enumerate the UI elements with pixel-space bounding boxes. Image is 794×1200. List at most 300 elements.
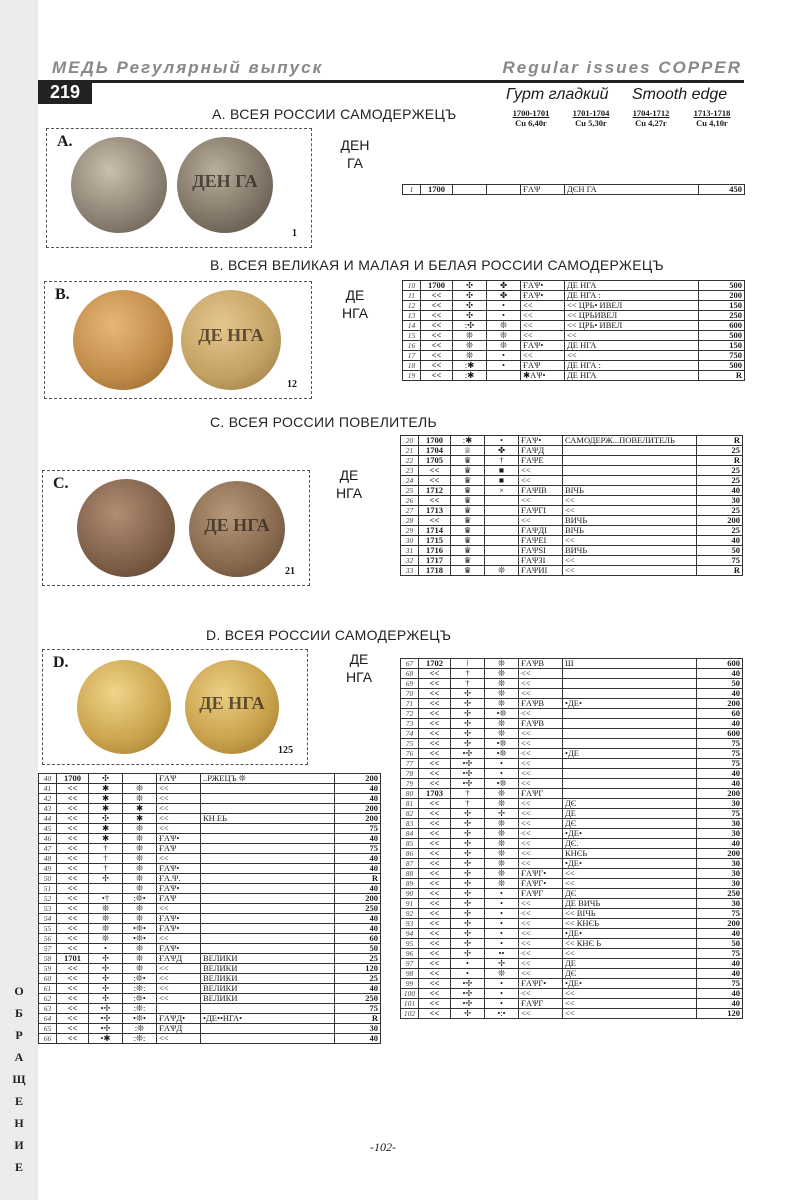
cat-year: << (419, 899, 451, 909)
cat-inscription: << ЦРЬ• ИВЕЛ (565, 301, 699, 311)
cat-inscription: •ДЕ• (563, 979, 697, 989)
cat-year: << (419, 809, 451, 819)
cat-date-legend: << (521, 351, 565, 361)
cat-reverse-mark: ✢ (485, 809, 519, 819)
cat-obverse-mark: •✢ (451, 999, 485, 1009)
cat-number: 58 (39, 954, 57, 964)
cat-date-legend: ҒАѰД• (157, 1014, 201, 1024)
cat-inscription (201, 1034, 335, 1044)
cat-date-legend: ҒАѰ (157, 894, 201, 904)
table-row (39, 854, 381, 864)
cat-reverse-mark: • (485, 909, 519, 919)
cat-inscription (563, 789, 697, 799)
cat-reverse-mark: • (487, 311, 521, 321)
cat-price: 60 (335, 934, 381, 944)
coin-box-label: C. (53, 475, 69, 492)
cat-number: 73 (401, 719, 419, 729)
cat-number: 54 (39, 914, 57, 924)
cat-reverse-mark: :❊• (123, 894, 157, 904)
cat-number: 29 (401, 526, 419, 536)
cat-inscription: ДЄ (563, 969, 697, 979)
cat-reverse-mark: ❊ (485, 839, 519, 849)
cat-number: 19 (403, 371, 421, 381)
cat-obverse-mark: ✢ (89, 984, 123, 994)
cat-reverse-mark: ❊ (123, 784, 157, 794)
cat-obverse-mark: •† (89, 894, 123, 904)
cat-number: 45 (39, 824, 57, 834)
cat-price: 30 (697, 899, 743, 909)
cat-price: 40 (697, 486, 743, 496)
cat-inscription: ДЕ ВИЧЬ (563, 899, 697, 909)
cat-price: 600 (697, 659, 743, 669)
cat-reverse-mark: ❊ (123, 794, 157, 804)
table-row (401, 949, 743, 959)
cat-price: 500 (699, 331, 745, 341)
cat-date-legend: << (157, 974, 201, 984)
cat-year: << (57, 844, 89, 854)
page-header (44, 56, 744, 80)
coin-number: 125 (278, 745, 293, 756)
cat-price: 200 (697, 849, 743, 859)
cat-price: 120 (697, 1009, 743, 1019)
cat-number: 63 (39, 1004, 57, 1014)
cat-year: << (419, 849, 451, 859)
cat-number: 98 (401, 969, 419, 979)
cat-reverse-mark: • (485, 759, 519, 769)
cat-number: 18 (403, 361, 421, 371)
cat-price: 40 (335, 984, 381, 994)
cat-number: 24 (401, 476, 419, 486)
cat-obverse-mark: ♛ (451, 516, 485, 526)
cat-price: R (697, 566, 743, 576)
table-row (39, 994, 381, 1004)
table-row (401, 679, 743, 689)
cat-obverse-mark: ✢ (451, 829, 485, 839)
cat-price: 40 (697, 536, 743, 546)
table-row (401, 769, 743, 779)
cat-obverse-mark: ✢ (451, 929, 485, 939)
cat-inscription (563, 669, 697, 679)
coin-box-d (42, 649, 308, 765)
cat-number: 40 (39, 774, 57, 784)
cat-inscription (201, 1004, 335, 1014)
table-row (401, 516, 743, 526)
table-row (401, 869, 743, 879)
table-row (39, 794, 381, 804)
cat-inscription: ДЕ НГА (565, 341, 699, 351)
table-row (401, 566, 743, 576)
table-row (401, 969, 743, 979)
cat-price: R (335, 1014, 381, 1024)
cat-obverse-mark: :✱ (453, 371, 487, 381)
cat-year: << (421, 311, 453, 321)
cat-date-legend: ҒАѰ (157, 844, 201, 854)
cat-obverse-mark: ✢ (89, 964, 123, 974)
cat-date-legend: << (519, 779, 563, 789)
cat-reverse-mark: ✤ (487, 291, 521, 301)
cat-number: 50 (39, 874, 57, 884)
denomination-line-2: НГА (341, 305, 369, 321)
cat-price: 450 (699, 185, 745, 195)
cat-date-legend: << (157, 1034, 201, 1044)
cat-year: << (57, 804, 89, 814)
cat-price: 200 (335, 894, 381, 904)
cat-obverse-mark: ♛ (451, 536, 485, 546)
cat-obverse-mark: ❊ (89, 924, 123, 934)
section-a-title: А. ВСЕЯ РОССИИ САМОДЕРЖЕЦЪ (212, 106, 457, 122)
cat-obverse-mark: ✢ (451, 709, 485, 719)
cat-reverse-mark: • (487, 361, 521, 371)
cat-price: 75 (697, 739, 743, 749)
cat-number: 97 (401, 959, 419, 969)
cat-inscription: << (563, 949, 697, 959)
period-years: 1713-1718 (693, 108, 731, 118)
cat-price: 60 (697, 709, 743, 719)
table-row (401, 789, 743, 799)
cat-reverse-mark: •❊• (123, 934, 157, 944)
cat-obverse-mark: • (451, 959, 485, 969)
cat-obverse-mark: ✣ (89, 774, 123, 784)
cat-year: 1701 (57, 954, 89, 964)
cat-obverse-mark: •✢ (451, 979, 485, 989)
cat-reverse-mark (485, 556, 519, 566)
cat-reverse-mark: ❊ (123, 914, 157, 924)
side-label-letter: Е (14, 1094, 23, 1108)
cat-number: 101 (401, 999, 419, 1009)
table-row (401, 1009, 743, 1019)
cat-number: 48 (39, 854, 57, 864)
cat-number: 84 (401, 829, 419, 839)
cat-date-legend: ҒАѰ• (157, 834, 201, 844)
cat-reverse-mark: •• (485, 949, 519, 959)
cat-price: 75 (697, 909, 743, 919)
cat-number: 94 (401, 929, 419, 939)
cat-inscription (201, 1024, 335, 1034)
cat-obverse-mark: ♛ (451, 526, 485, 536)
cat-obverse-mark: ✱ (89, 784, 123, 794)
cat-obverse-mark: ❊ (89, 914, 123, 924)
cat-obverse-mark: ✣ (453, 281, 487, 291)
cat-date-legend: ✱АѰ• (521, 371, 565, 381)
cat-inscription (201, 944, 335, 954)
cat-date-legend: << (519, 689, 563, 699)
cat-reverse-mark (485, 536, 519, 546)
denomination-line-1: ДЕ (349, 651, 369, 667)
cat-reverse-mark: • (485, 889, 519, 899)
cat-year: << (419, 959, 451, 969)
cat-inscription (201, 834, 335, 844)
cat-year: << (419, 496, 451, 506)
table-row (39, 954, 381, 964)
cat-date-legend: << (157, 984, 201, 994)
table-row (39, 864, 381, 874)
cat-obverse-mark: ✢ (451, 689, 485, 699)
cat-date-legend: << (519, 919, 563, 929)
cat-reverse-mark: ❊ (487, 331, 521, 341)
cat-obverse-mark: ✱ (89, 834, 123, 844)
cat-date-legend: ҒАΨИІ (519, 566, 563, 576)
cat-number: 93 (401, 919, 419, 929)
table-row (39, 984, 381, 994)
cat-price: 30 (697, 799, 743, 809)
cat-year: 1700 (57, 774, 89, 784)
table-row (401, 729, 743, 739)
cat-number: 71 (401, 699, 419, 709)
cat-year: << (419, 719, 451, 729)
cat-number: 32 (401, 556, 419, 566)
cat-number: 44 (39, 814, 57, 824)
cat-obverse-mark: ✣ (453, 311, 487, 321)
cat-year: << (419, 829, 451, 839)
denomination-line-2: ГА (347, 155, 363, 171)
cat-price: 75 (697, 949, 743, 959)
cat-reverse-mark: •:• (485, 1009, 519, 1019)
cat-number: 69 (401, 679, 419, 689)
table-row (401, 839, 743, 849)
cat-number: 47 (39, 844, 57, 854)
table-row (401, 689, 743, 699)
table-row (401, 759, 743, 769)
cat-reverse-mark: •❊ (485, 739, 519, 749)
cat-year: 1717 (419, 556, 451, 566)
cat-obverse-mark: † (89, 844, 123, 854)
cat-inscription: << (563, 536, 697, 546)
cat-reverse-mark: • (485, 929, 519, 939)
cat-date-legend: ҒАѰ• (521, 281, 565, 291)
cat-inscription: ВИЧЬ (563, 516, 697, 526)
cat-date-legend: ҒАѰ• (157, 864, 201, 874)
coin-box-label: B. (55, 286, 70, 303)
cat-year: << (419, 466, 451, 476)
cat-date-legend: << (519, 799, 563, 809)
cat-reverse-mark: •❊• (123, 924, 157, 934)
cat-number: 68 (401, 669, 419, 679)
cat-number: 76 (401, 749, 419, 759)
side-label-letter: А (14, 1050, 24, 1064)
cat-inscription (563, 476, 697, 486)
cat-reverse-mark: •❊• (123, 1014, 157, 1024)
table-row (39, 924, 381, 934)
cat-number: 53 (39, 904, 57, 914)
cat-inscription: << ЦРЬ• ИВЕЛ (565, 321, 699, 331)
cat-year: << (419, 949, 451, 959)
cat-inscription: •ДЕ• (563, 699, 697, 709)
cat-number: 43 (39, 804, 57, 814)
cat-date-legend: << (519, 496, 563, 506)
cat-date-legend: ҒАѰ• (157, 914, 201, 924)
cat-number: 78 (401, 769, 419, 779)
cat-date-legend: << (157, 824, 201, 834)
cat-year: << (419, 516, 451, 526)
cat-date-legend: ҒАѰВ (519, 719, 563, 729)
cat-number: 83 (401, 819, 419, 829)
cat-reverse-mark: ❊ (485, 719, 519, 729)
cat-price: 25 (697, 446, 743, 456)
cat-date-legend: << (519, 669, 563, 679)
cat-obverse-mark: ✢ (451, 889, 485, 899)
table-row (39, 1024, 381, 1034)
cat-price: 200 (335, 774, 381, 784)
table-row (401, 909, 743, 919)
cat-obverse-mark: ♛ (451, 466, 485, 476)
cat-reverse-mark: • (485, 899, 519, 909)
cat-price: 30 (697, 819, 743, 829)
cat-number: 1 (403, 185, 421, 195)
cat-obverse-mark: ✱ (89, 794, 123, 804)
cat-number: 22 (401, 456, 419, 466)
coin-box-a (46, 128, 312, 248)
cat-inscription (201, 784, 335, 794)
cat-obverse-mark: ✢ (451, 739, 485, 749)
cat-number: 64 (39, 1014, 57, 1024)
cat-year: << (57, 974, 89, 984)
cat-date-legend: << (519, 899, 563, 909)
cat-number: 14 (403, 321, 421, 331)
cat-reverse-mark (485, 496, 519, 506)
cat-price: 75 (697, 809, 743, 819)
side-vertical-label (8, 980, 30, 1178)
cat-obverse-mark: ♛ (451, 496, 485, 506)
cat-number: 16 (403, 341, 421, 351)
cat-inscription (563, 456, 697, 466)
cat-date-legend: ҒАѰВ (519, 699, 563, 709)
cat-reverse-mark (485, 526, 519, 536)
cat-price: 600 (697, 729, 743, 739)
cat-inscription: << (565, 331, 699, 341)
cat-year: 1712 (419, 486, 451, 496)
cat-reverse-mark (487, 371, 521, 381)
cat-number: 60 (39, 974, 57, 984)
period-2 (563, 108, 619, 128)
denomination-line-1: ДЕН (340, 137, 370, 153)
cat-price: 75 (697, 556, 743, 566)
cat-price: 40 (697, 689, 743, 699)
cat-inscription: ВЕЛИКИ (201, 964, 335, 974)
table-row (401, 699, 743, 709)
cat-reverse-mark: ❊ (485, 566, 519, 576)
cat-reverse-mark: ❊ (123, 874, 157, 884)
cat-date-legend: << (521, 321, 565, 331)
cat-year: << (419, 729, 451, 739)
cat-date-legend: ҒАѰ• (157, 884, 201, 894)
cat-price: 75 (697, 979, 743, 989)
cat-reverse-mark: •❊ (485, 709, 519, 719)
cat-reverse-mark: ❊ (485, 849, 519, 859)
side-label-letter: И (14, 1138, 24, 1152)
catalog-table-c (400, 435, 743, 576)
cat-price: 30 (335, 1024, 381, 1034)
cat-inscription (201, 934, 335, 944)
section-b-title: В. ВСЕЯ ВЕЛИКАЯ И МАЛАЯ И БЕЛАЯ РОССИИ САМОДЕРЖЕЦЪ (210, 257, 664, 273)
table-row (401, 979, 743, 989)
cat-number: 80 (401, 789, 419, 799)
side-label-letter: Е (14, 1160, 23, 1174)
cat-price: 30 (697, 859, 743, 869)
coin-d-reverse (185, 660, 279, 754)
cat-reverse-mark: ❊ (485, 869, 519, 879)
cat-reverse-mark: ❊ (485, 659, 519, 669)
cat-date-legend: ҒАѰ• (521, 291, 565, 301)
cat-date-legend: ҒАѰГ (519, 789, 563, 799)
cat-year: << (419, 749, 451, 759)
cat-obverse-mark: •✱ (89, 1034, 123, 1044)
cat-obverse-mark: † (89, 854, 123, 864)
cat-reverse-mark: ❊ (123, 954, 157, 964)
cat-price: 40 (335, 834, 381, 844)
cat-reverse-mark: •❊ (485, 749, 519, 759)
cat-number: 88 (401, 869, 419, 879)
cat-inscription: ДЕ (563, 809, 697, 819)
table-row (401, 799, 743, 809)
cat-inscription: ВІЧЬ (563, 486, 697, 496)
cat-price: 40 (697, 769, 743, 779)
cat-reverse-mark: × (485, 486, 519, 496)
cat-date-legend: ҒАΨДІ (519, 526, 563, 536)
cat-price: 150 (699, 301, 745, 311)
cat-number: 31 (401, 546, 419, 556)
cat-inscription: ВЕЛИКИ (201, 994, 335, 1004)
coin-box-b (44, 281, 312, 399)
table-row (403, 341, 745, 351)
cat-inscription: ДЕ НГА (565, 371, 699, 381)
catalog-table-d-left (38, 773, 381, 1044)
cat-reverse-mark: ❊ (123, 844, 157, 854)
table-row (401, 809, 743, 819)
cat-year: 1718 (419, 566, 451, 576)
cat-obverse-mark: • (89, 944, 123, 954)
cat-inscription: << (563, 566, 697, 576)
cat-inscription: << КНЄЬ (563, 919, 697, 929)
denomination-line-2: НГА (335, 485, 363, 501)
cat-reverse-mark: • (485, 979, 519, 989)
cat-year: << (419, 919, 451, 929)
cat-reverse-mark: ❊ (485, 689, 519, 699)
cat-inscription (201, 824, 335, 834)
cat-inscription (201, 894, 335, 904)
cat-date-legend: << (519, 819, 563, 829)
cat-price: 75 (697, 749, 743, 759)
coin-inscription: ДЕ НГА (199, 692, 265, 713)
cat-date-legend: ҒАΨЕ (519, 456, 563, 466)
coin-inscription: ДЕ НГА (198, 325, 264, 345)
page-footer-number: -102- (370, 1140, 396, 1154)
table-row (39, 824, 381, 834)
cat-obverse-mark: ✢ (451, 719, 485, 729)
cat-inscription: ВИЧЬ (563, 546, 697, 556)
cat-price: 500 (699, 361, 745, 371)
cat-year: << (421, 351, 453, 361)
cat-date-legend: ҒАѰ• (157, 924, 201, 934)
table-row (39, 964, 381, 974)
cat-year: << (57, 894, 89, 904)
denomination-line-1: ДЕ (339, 467, 359, 483)
cat-reverse-mark: :❊• (123, 994, 157, 1004)
cat-price: 250 (697, 889, 743, 899)
cat-year: << (419, 939, 451, 949)
cat-date-legend: << (519, 809, 563, 819)
cat-date-legend: ҒАѰВ (519, 659, 563, 669)
table-row (403, 311, 745, 321)
cat-year: << (419, 689, 451, 699)
cat-date-legend: ҒАΨЕІ (519, 536, 563, 546)
cat-price: 40 (335, 784, 381, 794)
cat-reverse-mark: • (485, 939, 519, 949)
coin-box-label: А. (57, 133, 73, 150)
cat-inscription (563, 709, 697, 719)
cat-obverse-mark: ❊ (89, 934, 123, 944)
cat-obverse-mark: † (451, 679, 485, 689)
cat-number: 72 (401, 709, 419, 719)
